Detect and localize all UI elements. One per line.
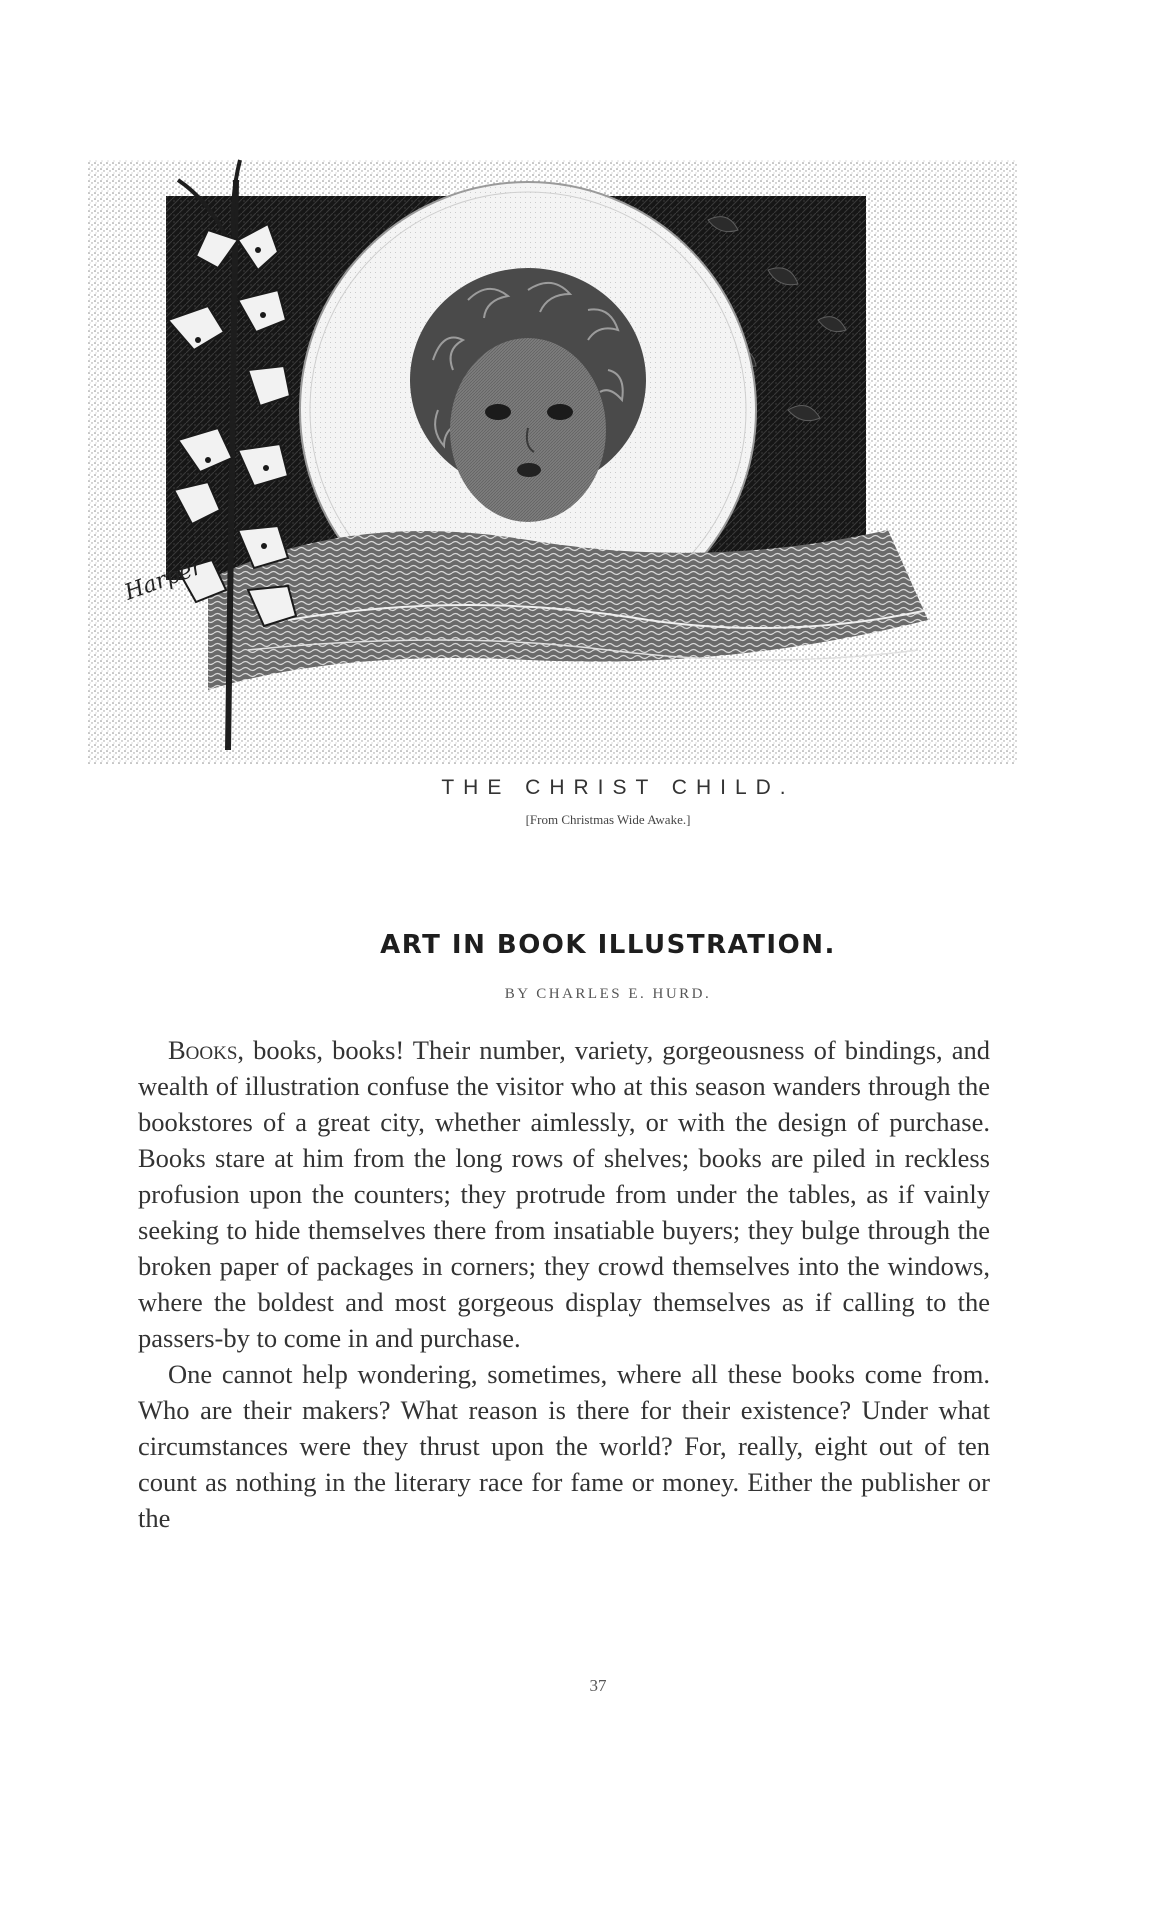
- illustration-source: [From Christmas Wide Awake.]: [525, 812, 691, 827]
- illustration-caption: THE CHRIST CHILD.: [441, 776, 795, 799]
- paragraph-lead-word: Books: [168, 1035, 238, 1065]
- artist-signature: Harper: [121, 554, 206, 606]
- article-body: [138, 1032, 990, 1536]
- article-byline: BY CHARLES E. HURD.: [504, 986, 712, 1002]
- paragraph-2: One cannot help wondering, sometimes, where all these books come from. Who are their makers? What reason is there for their existence? Under what circumstances were they thrust upon the world? For, really, eight out of ten count as nothing in the literary race for fame or money. Either the publisher or the: [138, 1359, 990, 1533]
- page-number: 37: [589, 1676, 607, 1695]
- paragraph-1: [138, 1032, 990, 1356]
- christ-child-engraving: [88, 150, 1018, 764]
- article-title: ART IN BOOK ILLUSTRATION.: [380, 930, 836, 960]
- paragraph-1-text: , books, books! Their number, variety, gorgeousness of bindings, and wealth of illustration confuse the visitor who at this season wanders through the bookstores of a great city, whether aimlessly, or with the design of purchase. Books stare at him from the long rows of shelves; books are piled in reckless profusion upon the counters; they protrude from under the tables, as if vainly seeking to hide themselves there from insatiable buyers; they bulge through the broken paper of packages in corners; they crowd themselves into the windows, where the boldest and most gorgeous display themselves as if calling to the passers-by to come in and purchase.: [138, 1035, 990, 1353]
